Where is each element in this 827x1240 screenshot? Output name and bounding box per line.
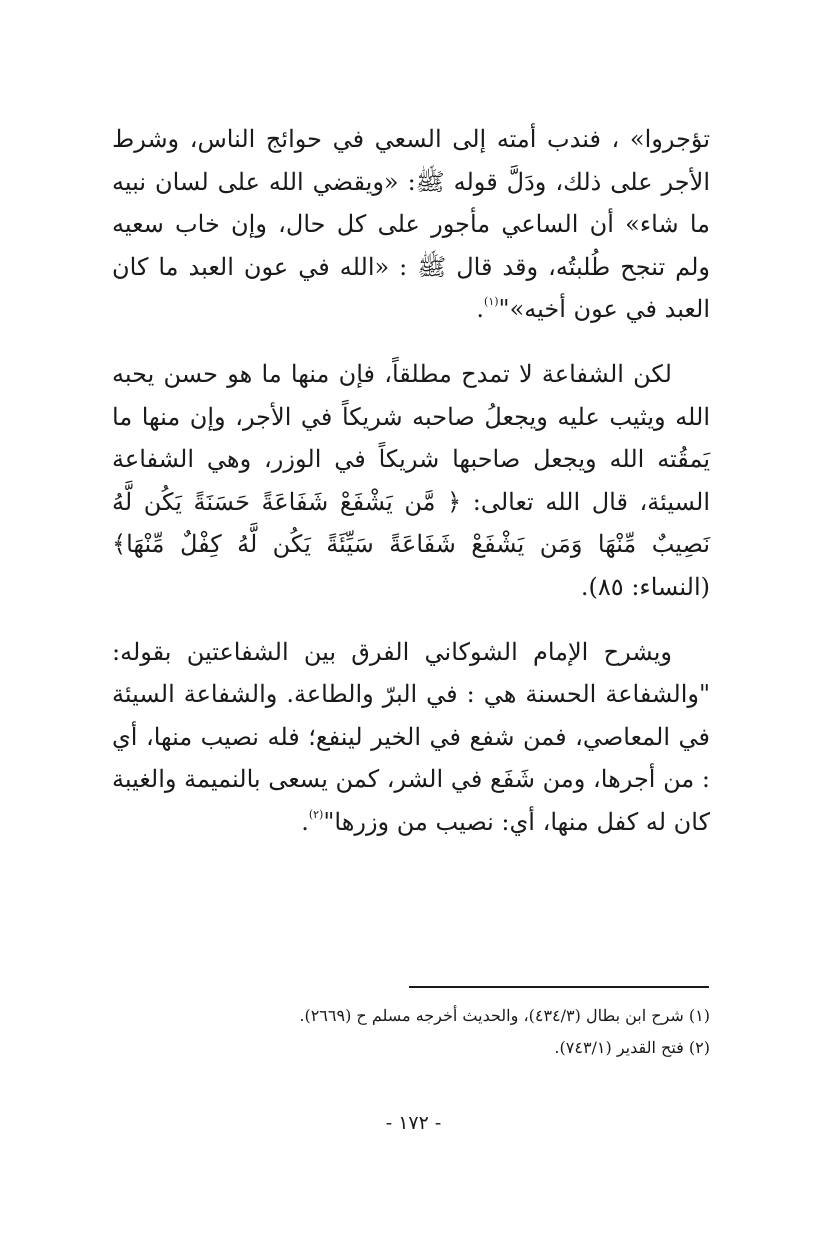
footnotes [112, 1000, 710, 1064]
main-text [112, 118, 710, 866]
paragraph-3-text: ويشرح الإمام الشوكاني الفرق بين الشفاعتين بقوله: "والشفاعة الحسنة هي : في البرّ والطاعة. والشفاعة السيئة في المعاصي، فمن شفع في الخير لينفع؛ فله نصيب منها، أي : من أجرها، ومن شَفَع في الشر، كمن يسعى بالنميمة والغيبة كان له كفل منها، أي: نصيب من وزرها" [112, 637, 710, 836]
paragraph-1-text: تؤجروا» ، فندب أمته إلى السعي في حوائج الناس، وشرط الأجر على ذلك، ودَلَّ قوله ﷺ: «ويقضي الله على لسان نبيه ما شاء» أن الساعي مأجور على كل حال، وإن خاب سعيه ولم تنجح طُلبتُه، وقد قال ﷺ : «الله في عون العبد ما كان العبد في عون أخيه»" [112, 125, 710, 324]
paragraph-1-tail: . [476, 295, 485, 324]
paragraph-2 [112, 353, 710, 609]
page-number: - ١٧٢ - [385, 1112, 442, 1134]
paragraph-3 [112, 631, 710, 844]
footnote-2: (٢) فتح القدير (٧٤٣/١). [554, 1038, 710, 1057]
paragraph-2-text: لكن الشفاعة لا تمدح مطلقاً، فإن منها ما هو حسن يحبه الله ويثيب عليه ويجعلُ صاحبه شريكاً في الأجر، وإن منها ما يَمقُته الله ويجعل صاحبها شريكاً في الوزر، وهي الشفاعة السيئة، قال الله تعالى: ﴿ مَّن يَشْفَعْ شَفَاعَةً حَسَنَةً يَكُن لَّهُ نَصِيبٌ مِّنْهَا وَمَن يَشْفَعْ شَفَاعَةً سَيِّئَةً يَكُن لَّهُ كِفْلٌ مِّنْهَا﴾ (النساء: ٨٥). [112, 359, 710, 601]
footnote-ref-2: (٢) [308, 807, 324, 821]
paragraph-3-tail: . [301, 807, 309, 836]
footnote-divider [409, 986, 709, 988]
footnote-ref-1: (١) [484, 295, 499, 309]
paragraph-1 [112, 118, 710, 331]
footnote-1: (١) شرح ابن بطال (٤٣٤/٣)، والحديث أخرجه مسلم ح (٢٦٦٩). [299, 1006, 710, 1025]
